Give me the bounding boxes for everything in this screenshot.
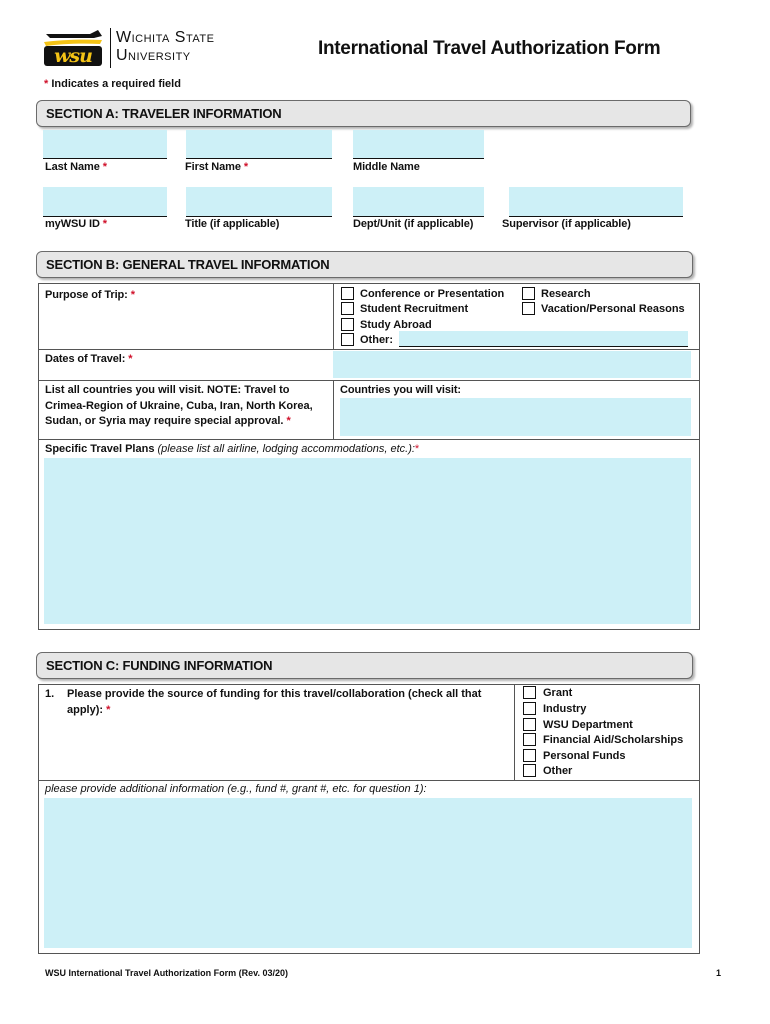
checkbox-wsu-department[interactable] [523,718,536,731]
travel-plans-label: Specific Travel Plans (please list all airline, lodging accommodations, etc.):* [45,443,420,455]
countries-label: Countries you will visit: [340,384,461,396]
dept-unit-label: Dept/Unit (if applicable) [353,218,474,230]
section-b-title: SECTION B: GENERAL TRAVEL INFORMATION [46,257,330,272]
dates-label: Dates of Travel: * [45,353,133,365]
footer-page-number: 1 [716,968,722,978]
section-b-header [36,251,693,278]
section-a-header [36,100,691,127]
checkbox-vacation[interactable] [522,302,535,315]
option-study-abroad: Study Abroad [360,319,432,331]
option-conference: Conference or Presentation [360,288,505,300]
purpose-label: Purpose of Trip: * [45,289,135,301]
section-c-header [36,652,693,679]
supervisor-label: Supervisor (if applicable) [502,218,631,230]
mywsu-id-input[interactable] [43,187,167,216]
countries-input[interactable] [340,398,691,436]
dept-unit-input[interactable] [353,187,484,216]
title-input[interactable] [186,187,332,216]
dates-input[interactable] [333,351,691,378]
checkbox-conference[interactable] [341,287,354,300]
section-a-title: SECTION A: TRAVELER INFORMATION [46,106,282,121]
middle-name-input[interactable] [353,130,484,158]
funding-question: 1. Please provide the source of funding for this travel/collaboration (check all that apply): * [45,688,482,716]
option-other-purpose: Other: [360,334,393,346]
section-c-title: SECTION C: FUNDING INFORMATION [46,658,273,673]
required-note [44,78,181,90]
title-label: Title (if applicable) [185,218,280,230]
checkbox-other-purpose[interactable] [341,333,354,346]
countries-note: List all countries you will visit. NOTE: Travel to Crimea-Region of Ukraine, Cuba, Iran, North Korea, Sudan, or Syria may require special approval. * [45,384,313,427]
travel-plans-input[interactable] [44,458,691,624]
checkbox-grant[interactable] [523,686,536,699]
wsu-logo [40,28,225,68]
last-name-label: Last Name * [45,161,107,173]
checkbox-study-abroad[interactable] [341,318,354,331]
funding-financial-aid: Financial Aid/Scholarships [543,734,684,746]
first-name-input[interactable] [186,130,332,158]
required-note-text: Indicates a required field [51,78,181,90]
first-name-label: First Name * [185,161,249,173]
option-vacation: Vacation/Personal Reasons [541,303,685,315]
checkbox-other-funding[interactable] [523,764,536,777]
other-purpose-input[interactable] [399,331,688,346]
last-name-input[interactable] [43,130,167,158]
additional-info-input[interactable] [44,798,692,948]
checkbox-student-recruitment[interactable] [341,302,354,315]
funding-wsu-department: WSU Department [543,719,633,731]
funding-personal-funds: Personal Funds [543,750,626,762]
funding-other: Other [543,765,573,777]
option-student-recruitment: Student Recruitment [360,303,469,315]
mywsu-id-label: myWSU ID * [45,218,107,230]
required-asterisk: * [44,78,49,90]
logo-line1: Wichita State [116,29,215,46]
checkbox-industry[interactable] [523,702,536,715]
checkbox-personal-funds[interactable] [523,749,536,762]
supervisor-input[interactable] [509,187,683,216]
footer-form-name: WSU International Travel Authorization Form (Rev. 03/20) [45,968,289,978]
additional-info-label: please provide additional information (e.g., fund #, grant #, etc. for question 1): [45,783,427,795]
page-title: International Travel Authorization Form [318,38,661,59]
funding-grant: Grant [543,687,573,699]
middle-name-label: Middle Name [353,161,420,173]
option-research: Research [541,288,591,300]
funding-industry: Industry [543,703,587,715]
checkbox-financial-aid[interactable] [523,733,536,746]
logo-line2: University [116,47,191,64]
logo-mark: wsu [54,45,92,67]
checkbox-research[interactable] [522,287,535,300]
